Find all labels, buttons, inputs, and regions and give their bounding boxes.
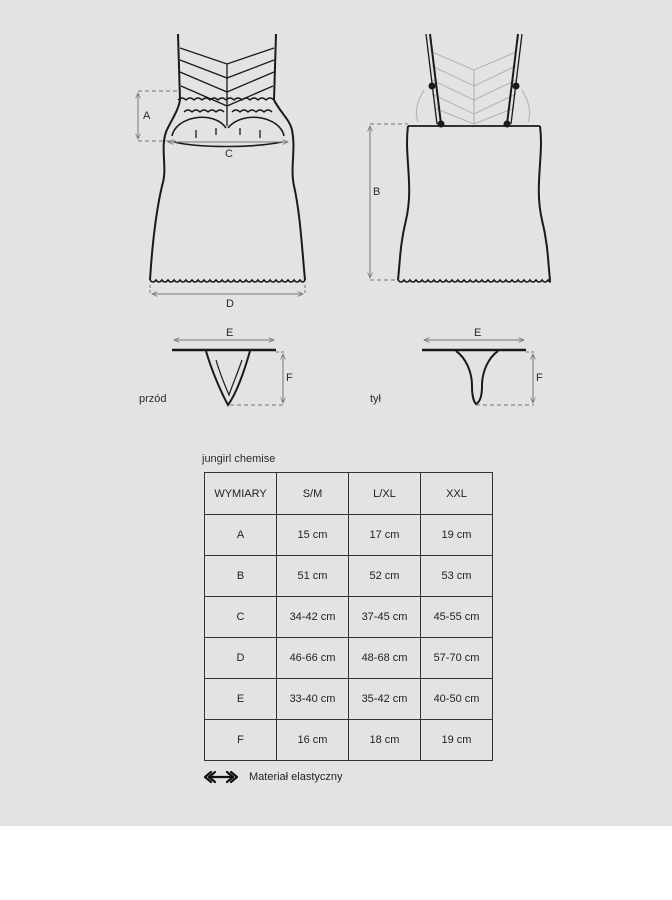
dimension-label-b: B bbox=[373, 186, 381, 198]
table-cell: 17 cm bbox=[349, 515, 421, 556]
dimension-label-f-back: F bbox=[536, 372, 543, 384]
dimension-b-marker bbox=[370, 124, 408, 280]
table-cell: 19 cm bbox=[421, 720, 493, 761]
table-cell: 52 cm bbox=[349, 556, 421, 597]
table-cell: D bbox=[205, 638, 277, 679]
table-row bbox=[205, 556, 493, 597]
dimension-label-e-back: E bbox=[474, 327, 482, 339]
dimension-label-f-front: F bbox=[286, 372, 293, 384]
table-cell: A bbox=[205, 515, 277, 556]
table-cell: F bbox=[205, 720, 277, 761]
table-row bbox=[205, 597, 493, 638]
table-cell: 18 cm bbox=[349, 720, 421, 761]
elastic-arrow-icon bbox=[203, 770, 239, 784]
table-cell: 57-70 cm bbox=[421, 638, 493, 679]
column-header: S/M bbox=[277, 473, 349, 515]
table-cell: B bbox=[205, 556, 277, 597]
table-header-row bbox=[205, 473, 493, 515]
column-header: L/XL bbox=[349, 473, 421, 515]
column-header: WYMIARY bbox=[205, 473, 277, 515]
table-row bbox=[205, 515, 493, 556]
table-cell: 19 cm bbox=[421, 515, 493, 556]
chemise-back-drawing bbox=[398, 34, 550, 282]
table-cell: E bbox=[205, 679, 277, 720]
dimension-label-e-front: E bbox=[226, 327, 234, 339]
table-cell: 33-40 cm bbox=[277, 679, 349, 720]
back-view-label: tył bbox=[370, 393, 381, 405]
table-cell: 16 cm bbox=[277, 720, 349, 761]
size-table bbox=[204, 472, 493, 761]
dimension-d-marker bbox=[150, 285, 305, 294]
table-row bbox=[205, 720, 493, 761]
column-header: XXL bbox=[421, 473, 493, 515]
table-cell: 34-42 cm bbox=[277, 597, 349, 638]
table-cell: 37-45 cm bbox=[349, 597, 421, 638]
dimension-label-c: C bbox=[225, 148, 233, 160]
dimension-f-front-marker bbox=[230, 352, 284, 405]
table-cell: 53 cm bbox=[421, 556, 493, 597]
product-title: jungirl chemise bbox=[202, 453, 276, 465]
table-row bbox=[205, 638, 493, 679]
table-cell: 35-42 cm bbox=[349, 679, 421, 720]
front-view-label: przód bbox=[139, 393, 167, 405]
table-cell: 15 cm bbox=[277, 515, 349, 556]
table-cell: C bbox=[205, 597, 277, 638]
table-cell: 51 cm bbox=[277, 556, 349, 597]
garment-diagram bbox=[0, 0, 672, 440]
dimension-label-d: D bbox=[226, 298, 234, 310]
table-cell: 40-50 cm bbox=[421, 679, 493, 720]
thong-front-drawing bbox=[172, 350, 276, 405]
dimension-label-a: A bbox=[143, 110, 151, 122]
table-cell: 48-68 cm bbox=[349, 638, 421, 679]
dimension-f-back-marker bbox=[476, 352, 534, 405]
table-row bbox=[205, 679, 493, 720]
thong-back-drawing bbox=[422, 350, 526, 404]
table-cell: 45-55 cm bbox=[421, 597, 493, 638]
table-cell: 46-66 cm bbox=[277, 638, 349, 679]
legend-label: Materiał elastyczny bbox=[249, 771, 343, 783]
